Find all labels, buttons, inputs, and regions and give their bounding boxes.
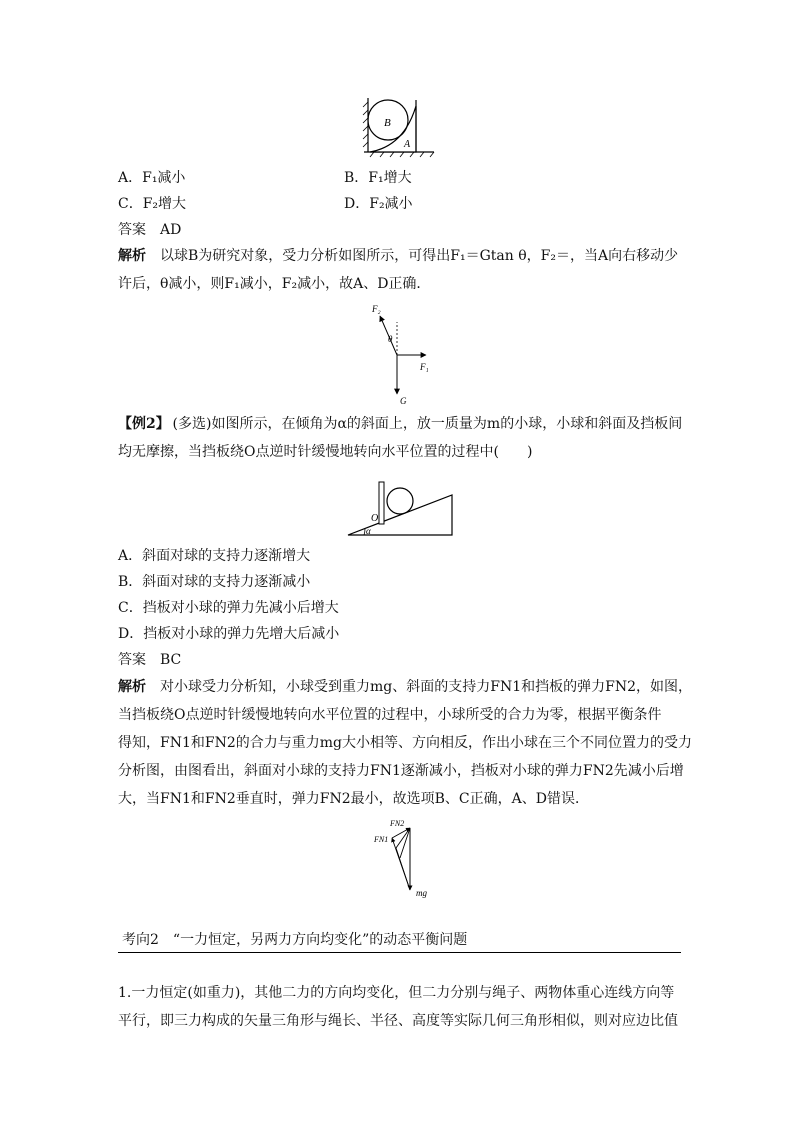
label-fn2: FN2 — [390, 819, 405, 828]
label-a: A — [404, 139, 411, 150]
section-heading — [118, 930, 681, 953]
example-2-line-1 — [118, 414, 682, 434]
paragraph-line-1: 1.一力恒定(如重力)，其他二力的方向均变化，但二力分别与绳子、两物体重心连线方向等 — [118, 985, 675, 1001]
q1-option-c: C．F₂增大 — [118, 196, 187, 212]
label-theta: θ — [388, 334, 393, 344]
analysis-1-line-2: 许后，θ减小，则F₁减小，F₂减小，故A、D正确． — [118, 276, 431, 292]
q2-option-a: A．斜面对球的支持力逐渐增大 — [118, 548, 311, 564]
answer-2 — [118, 650, 181, 670]
example-text: (多选)如图所示，在倾角为α的斜面上，放一质量为m的小球，小球和斜面及挡板间 — [172, 416, 683, 432]
q2-option-b: B．斜面对球的支持力逐渐减小 — [118, 574, 311, 590]
analysis-text: 对小球受力分析知，小球受到重力mg、斜面的支持力FN1和挡板的弹力FN2，如图， — [160, 679, 692, 695]
figure-force-diagram-1 — [366, 300, 436, 406]
analysis-2-line-2: 当挡板绕O点逆时针缓慢地转向水平位置的过程中，小球所受的合力为零，根据平衡条件 — [118, 707, 662, 723]
q1-option-b: B．F₁增大 — [344, 170, 412, 186]
analysis-2-line-5: 大，当FN1和FN2垂直时，弹力FN2最小，故选项B、C正确，A、D错误． — [118, 791, 589, 807]
analysis-label: 解析 — [118, 248, 146, 264]
label-f1: F₁ — [420, 362, 429, 372]
section-title: 考向2 “一力恒定，另两力方向均变化”的动态平衡问题 — [122, 932, 468, 948]
q1-option-d: D．F₂减小 — [344, 196, 413, 212]
analysis-1-line-1 — [118, 246, 678, 266]
label-mg: mg — [416, 888, 427, 898]
figure-ball-wall-block — [360, 96, 436, 158]
answer-value: AD — [160, 222, 182, 238]
example-2-line-2: 均无摩擦，当挡板绕O点逆时针缓慢地转向水平位置的过程中( ) — [118, 444, 533, 460]
paragraph-line-2: 平行，即三力构成的矢量三角形与绳长、半径、高度等实际几何三角形相似，则对应边比值 — [118, 1013, 678, 1029]
label-o: O — [371, 513, 379, 524]
label-f2: F₂ — [372, 304, 381, 314]
analysis-label: 解析 — [118, 679, 146, 695]
q2-option-d: D．挡板对小球的弹力先增大后减小 — [118, 626, 340, 642]
analysis-2-line-1 — [118, 677, 692, 697]
analysis-text: 以球B为研究对象，受力分析如图所示，可得出F₁＝Gtan θ，F₂＝，当A向右移动少 — [160, 248, 679, 264]
label-g: G — [400, 396, 407, 406]
label-fn1: FN1 — [374, 835, 389, 844]
answer-label: 答案 — [118, 222, 146, 238]
figure-force-triangle — [370, 814, 440, 898]
analysis-2-line-3: 得知，FN1和FN2的合力与重力mg大小相等、方向相反，作出小球在三个不同位置力的受力 — [118, 735, 692, 751]
q2-option-c: C．挡板对小球的弹力先减小后增大 — [118, 600, 339, 616]
label-alpha: α — [366, 526, 371, 536]
q1-option-a: A．F₁减小 — [118, 170, 186, 186]
answer-value: BC — [160, 652, 182, 668]
label-b: B — [384, 117, 391, 129]
answer-label: 答案 — [118, 652, 146, 668]
analysis-2-line-4: 分析图，由图看出，斜面对小球的支持力FN1逐渐减小，挡板对小球的弹力FN2先减小后增 — [118, 763, 684, 779]
answer-1 — [118, 220, 181, 240]
example-tag: 【例2】 — [118, 416, 170, 432]
figure-incline-ball-board — [346, 476, 456, 538]
